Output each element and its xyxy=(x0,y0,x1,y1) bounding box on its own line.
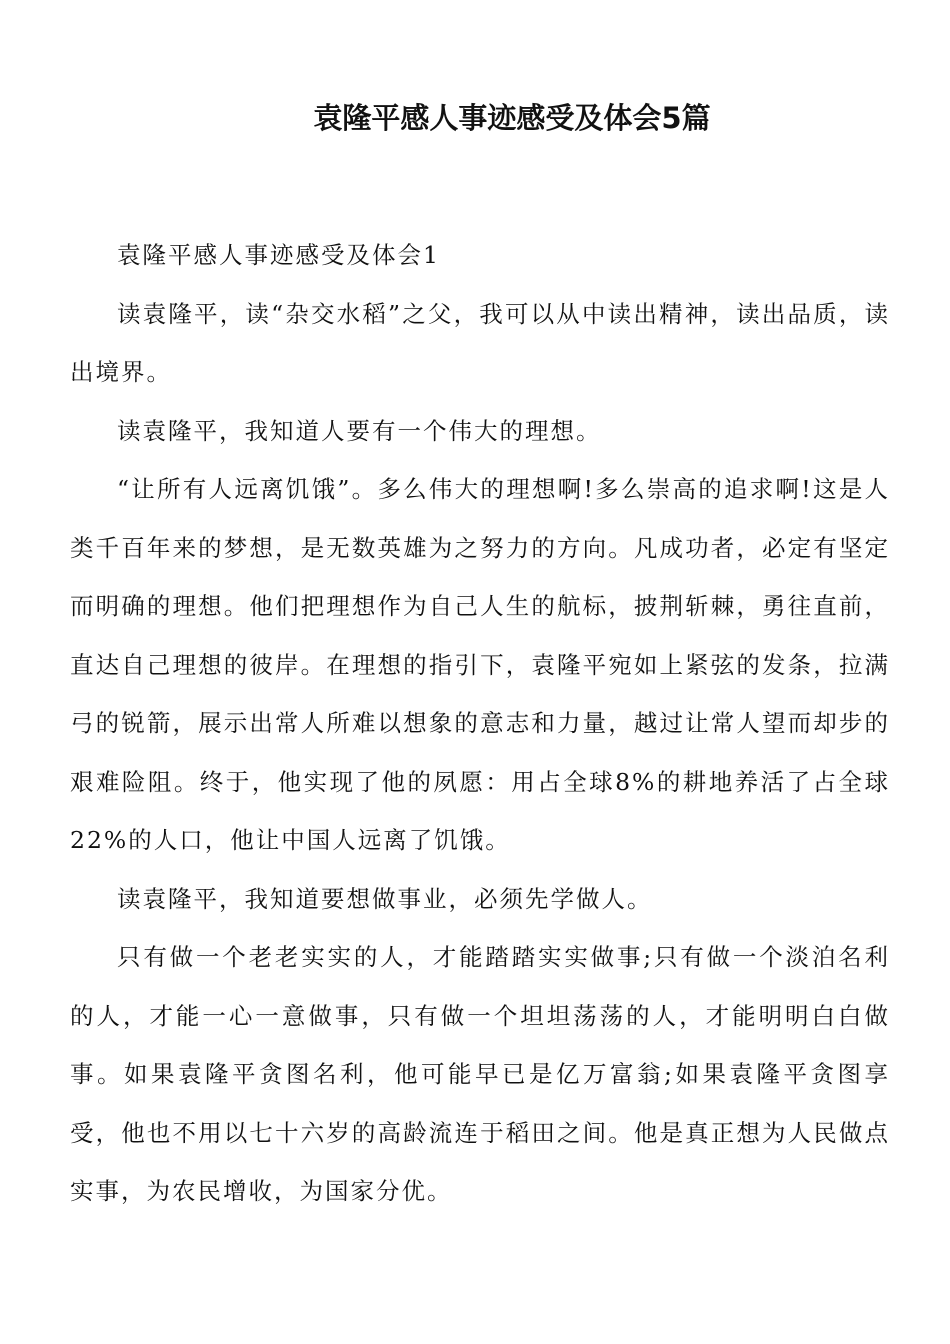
paragraph: “让所有人远离饥饿”。多么伟大的理想啊!多么崇高的追求啊!这是人类千百年来的梦想，是无数英雄为之努力的方向。凡成功者，必定有坚定而明确的理想。他们把理想作为自己人生的航标，披荆斩棘，勇往直前，直达自己理想的彼岸。在理想的指引下，袁隆平宛如上紧弦的发条，拉满弓的锐箭，展示出常人所难以想象的意志和力量，越过让常人望而却步的艰难险阻。终于，他实现了他的夙愿：用占全球8%的耕地养活了占全球22%的人口，他让中国人远离了饥饿。 xyxy=(70,475,890,854)
paragraph: 读袁隆平，读“杂交水稻”之父，我可以从中读出精神，读出品质，读出境界。 xyxy=(70,299,890,386)
section-heading: 袁隆平感人事迹感受及体会1 xyxy=(117,241,440,269)
title-container xyxy=(232,96,792,140)
paragraph: 读袁隆平，我知道要想做事业，必须先学做人。 xyxy=(117,884,653,913)
document-title: 袁隆平感人事迹感受及体会5篇 xyxy=(313,101,711,135)
paragraph: 只有做一个老老实实的人，才能踏踏实实做事;只有做一个淡泊名利的人，才能一心一意做事，只有做一个坦坦荡荡的人，才能明明白白做事。如果袁隆平贪图名利，他可能早已是亿万富翁;如果袁隆平贪图享受，他也不用以七十六岁的高龄流连于稻田之间。他是真正想为人民做点实事，为农民增收，为国家分优。 xyxy=(70,943,890,1205)
document-body xyxy=(70,226,890,1221)
paragraph: 读袁隆平，我知道人要有一个伟大的理想。 xyxy=(117,416,602,445)
